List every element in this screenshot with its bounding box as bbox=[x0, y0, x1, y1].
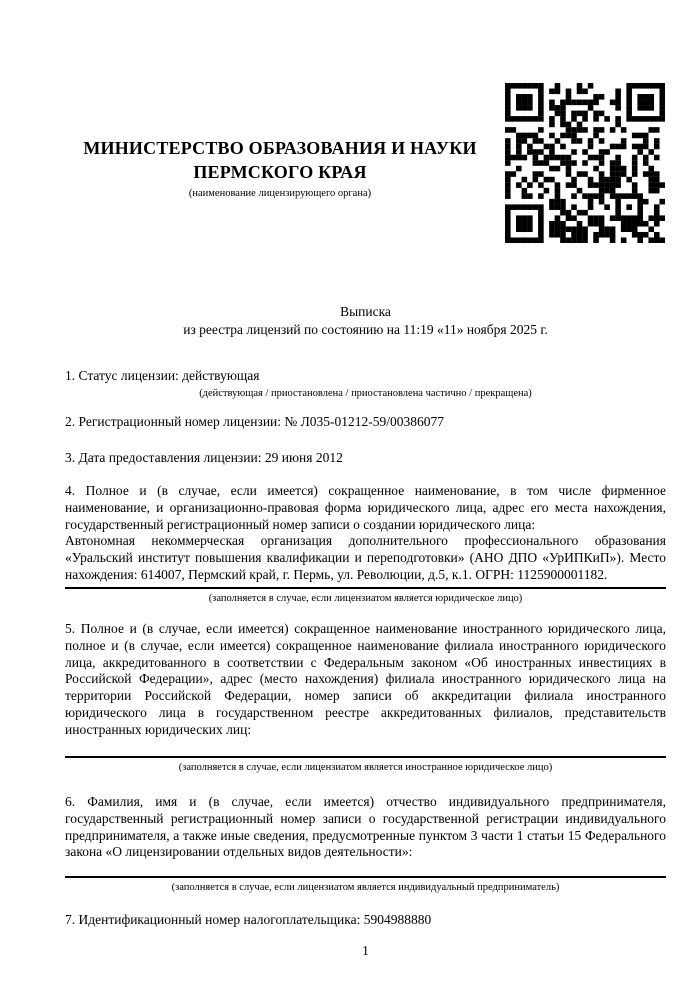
ministry-name-line2: ПЕРМСКОГО КРАЯ bbox=[193, 162, 367, 182]
item-4-legal-entity-value: Автономная некоммерческая организация дополнительного профессионального образования «Уральский институт повышения квалификации и переподготовки» (АНО ДПО «УрИПКиП»). Место нахождения: 614007, Пермский край, г. Пермь, ул. Революции, д.5, к.1. ОГРН: 1125900001182. bbox=[65, 533, 666, 582]
item-1-caption: (действующая / приостановлена / приостановлена частично / прекращена) bbox=[199, 387, 532, 399]
item-3-license-date: 3. Дата предоставления лицензии: 29 июня 2012 bbox=[65, 450, 343, 466]
item-1-license-status: 1. Статус лицензии: действующая bbox=[65, 368, 260, 383]
fill-rule-entrepreneur bbox=[65, 876, 666, 878]
fill-rule-foreign-entity bbox=[65, 756, 666, 758]
doc-title: Выписка bbox=[340, 304, 391, 319]
qr-code-icon bbox=[505, 83, 665, 243]
item-5-caption: (заполняется в случае, если лицензиатом является иностранное юридическое лицо) bbox=[178, 762, 553, 774]
document-body bbox=[65, 303, 666, 959]
ministry-name-line1: МИНИСТЕРСТВО ОБРАЗОВАНИЯ И НАУКИ bbox=[83, 138, 477, 158]
licensing-authority-header bbox=[55, 136, 505, 200]
fill-rule-legal-entity bbox=[65, 587, 666, 589]
item-7-taxpayer-number: 7. Идентификационный номер налогоплательщика: 5904988880 bbox=[65, 912, 432, 928]
item-5-foreign-entity-intro: 5. Полное и (в случае, если имеется) сокращенное наименование иностранного юридического лица, полное и (в случае, если имеется) сокращенное наименование филиала иностранного юридического лица, аккредитованного в соответствии с Федеральным законом «Об иностранных инвестициях в Российской Федерации», адрес (место нахождения) филиала иностранного юридического лица на территории Российской Федерации, номер записи об аккредитации филиала иностранного юридического лица в государственном реестре аккредитованных филиалов, представительств иностранных юридических лиц: bbox=[65, 621, 666, 737]
licensing-authority-caption: (наименование лицензирующего органа) bbox=[188, 188, 372, 199]
page-number: 1 bbox=[362, 942, 369, 958]
doc-subtitle: из реестра лицензий по состоянию на 11:19 «11» ноября 2025 г. bbox=[183, 322, 548, 337]
item-2-registration-number: 2. Регистрационный номер лицензии: № Л035-01212-59/00386077 bbox=[65, 413, 445, 429]
item-4-caption: (заполняется в случае, если лицензиатом является юридическое лицо) bbox=[208, 593, 523, 605]
item-4-legal-entity-intro: 4. Полное и (в случае, если имеется) сокращенное наименование, в том числе фирменное наименование, и организационно-правовая форма юридического лица, адрес его места нахождения, государственный регистрационный номер записи о создании юридического лица: bbox=[65, 483, 666, 532]
item-6-caption: (заполняется в случае, если лицензиатом является индивидуальный предприниматель) bbox=[171, 882, 560, 894]
item-6-entrepreneur-intro: 6. Фамилия, имя и (в случае, если имеется) отчество индивидуального предпринимателя, государственный регистрационный номер записи о государственной регистрации индивидуального предпринимателя, а также иные сведения, предусмотренные пунктом 3 части 1 статьи 15 Федерального закона «О лицензировании отдельных видов деятельности»: bbox=[65, 794, 666, 860]
